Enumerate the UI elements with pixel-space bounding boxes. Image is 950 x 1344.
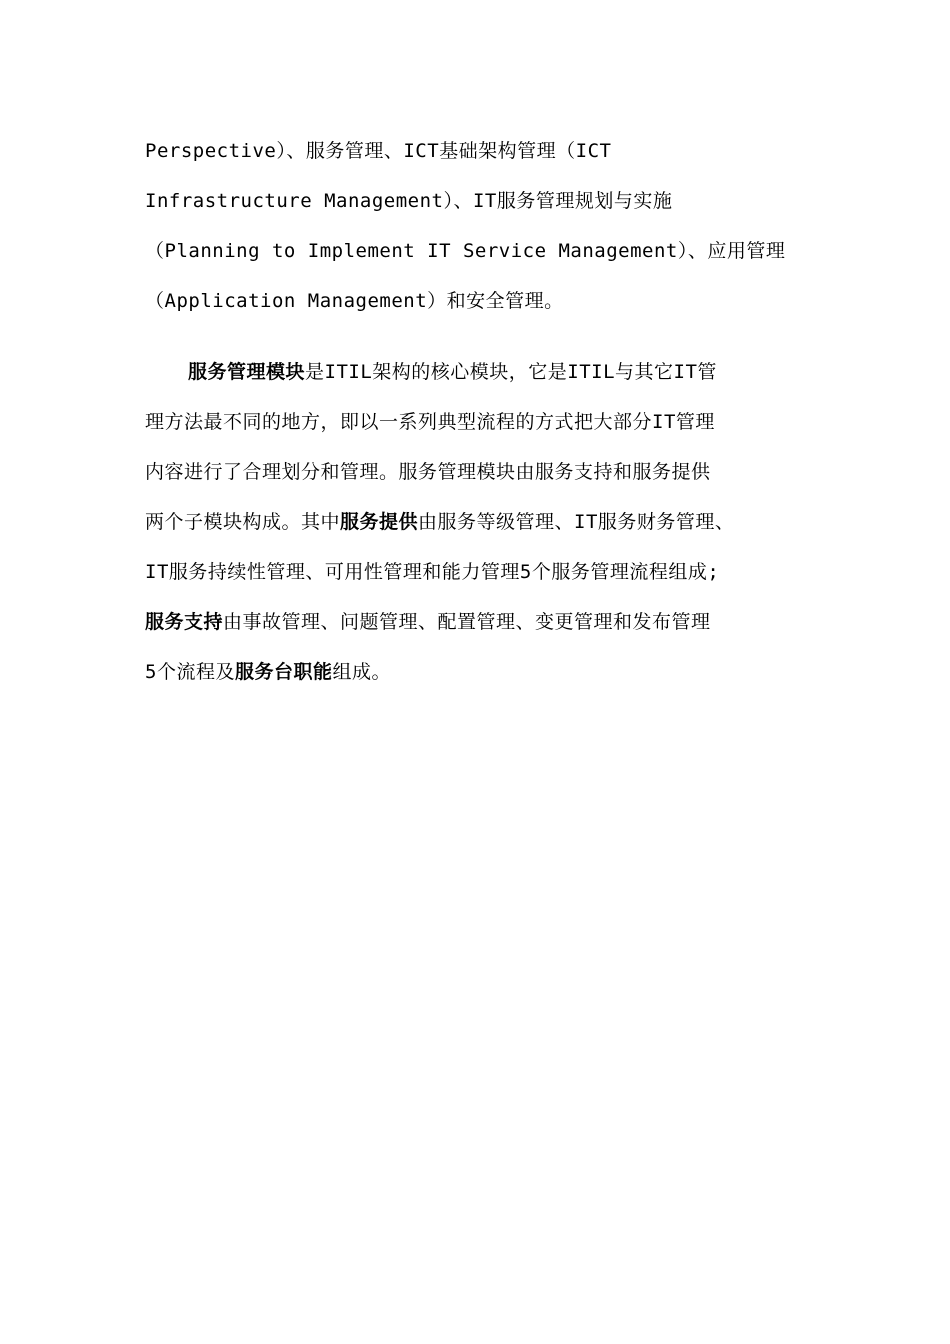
paragraph2-line6 bbox=[145, 609, 711, 635]
paragraph2-line5: IT服务持续性管理、可用性管理和能力管理5个服务管理流程组成; bbox=[145, 561, 720, 583]
bold-term-service-delivery: 服务提供 bbox=[340, 511, 419, 533]
paragraph1-line2: Infrastructure Management）、IT服务管理规划与实施 bbox=[145, 190, 673, 212]
paragraph1-line4: （Application Management）和安全管理。 bbox=[145, 290, 564, 312]
bold-term-service-management-module: 服务管理模块 bbox=[188, 361, 306, 383]
paragraph2-line7-text: 组成。 bbox=[332, 661, 391, 683]
paragraph2-line1-text: 是ITIL架构的核心模块，它是ITIL与其它IT管 bbox=[305, 361, 717, 383]
paragraph2-line2: 理方法最不同的地方，即以一系列典型流程的方式把大部分IT管理 bbox=[145, 411, 715, 433]
bold-term-service-desk: 服务台职能 bbox=[234, 661, 333, 683]
paragraph2-line7 bbox=[145, 659, 391, 685]
paragraph2-line7-pre: 5个流程及 bbox=[145, 661, 235, 683]
paragraph2-line4-pre: 两个子模块构成。其中 bbox=[145, 511, 341, 533]
paragraph2-line1 bbox=[188, 359, 717, 385]
paragraph2-line6-text: 由事故管理、问题管理、配置管理、变更管理和发布管理 bbox=[223, 611, 711, 633]
paragraph1-line1: Perspective）、服务管理、ICT基础架构管理（ICT bbox=[145, 140, 612, 162]
paragraph2-line3: 内容进行了合理划分和管理。服务管理模块由服务支持和服务提供 bbox=[145, 461, 711, 483]
bold-term-service-support: 服务支持 bbox=[145, 611, 224, 633]
paragraph2-line4-text: 由服务等级管理、IT服务财务管理、 bbox=[418, 511, 735, 533]
paragraph2-line4 bbox=[145, 509, 734, 535]
paragraph1-line3: （Planning to Implement IT Service Management）、应用管理 bbox=[145, 240, 786, 262]
